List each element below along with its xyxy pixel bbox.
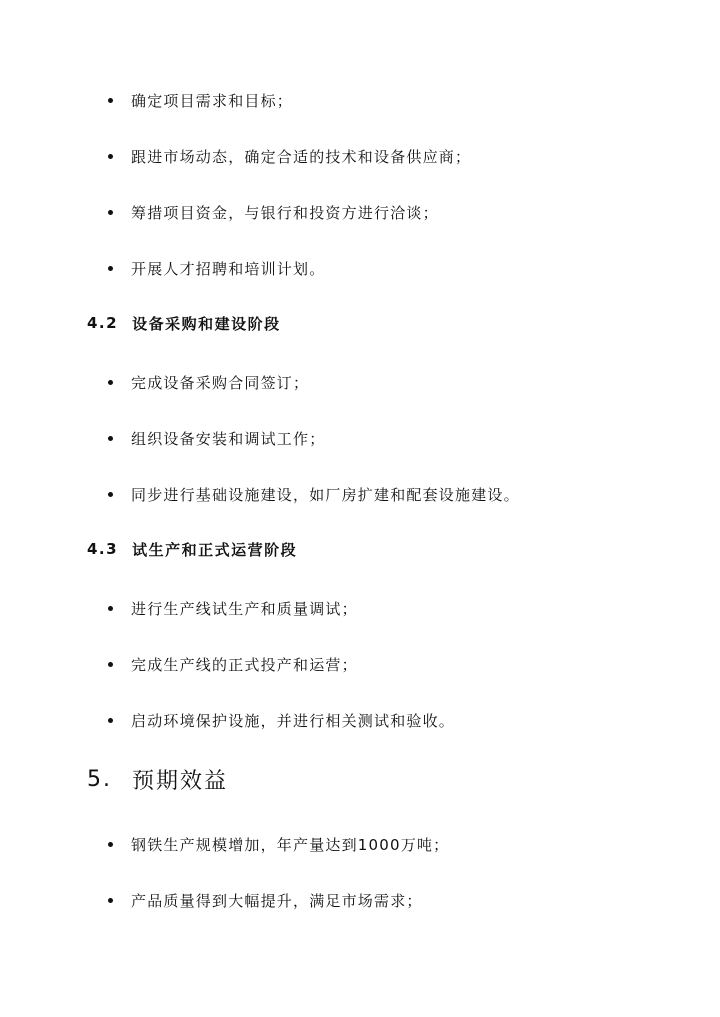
list-item-text: 完成生产线的正式投产和运营； (131, 655, 358, 674)
list-item-text: 跟进市场动态，确定合适的技术和设备供应商； (131, 147, 472, 166)
bullet-icon (108, 718, 113, 723)
list-item-text: 完成设备采购合同签订； (131, 373, 310, 392)
list-item (108, 370, 309, 394)
section-title: 设备采购和建设阶段 (132, 314, 281, 333)
bullet-icon (108, 436, 113, 441)
list-item (108, 708, 455, 732)
list-item (108, 888, 423, 912)
list-item (108, 832, 449, 856)
list-item (108, 652, 358, 676)
section-title: 预期效益 (132, 768, 229, 794)
bullet-icon (108, 492, 113, 497)
bullet-icon (108, 662, 113, 667)
bullet-icon (108, 210, 113, 215)
section-heading-4-3 (87, 537, 297, 561)
list-item-text: 产品质量得到大幅提升，满足市场需求； (131, 891, 423, 910)
section-heading-5 (87, 762, 228, 796)
list-item (108, 596, 358, 620)
list-item (108, 88, 293, 112)
list-item-text: 启动环境保护设施，并进行相关测试和验收。 (131, 711, 456, 730)
list-item-text: 确定项目需求和目标； (131, 91, 294, 110)
bullet-icon (108, 898, 113, 903)
list-item-text: 组织设备安装和调试工作； (131, 429, 326, 448)
bullet-icon (108, 380, 113, 385)
bullet-icon (108, 266, 113, 271)
list-item-text: 筹措项目资金，与银行和投资方进行洽谈； (131, 203, 439, 222)
section-number: 5. (87, 766, 112, 792)
list-item-text: 开展人才招聘和培训计划。 (131, 259, 326, 278)
bullet-icon (108, 842, 113, 847)
list-item (108, 200, 439, 224)
bullet-icon (108, 154, 113, 159)
list-item (108, 426, 325, 450)
section-heading-4-2 (87, 311, 281, 335)
list-item (108, 482, 520, 506)
list-item-text: 钢铁生产规模增加，年产量达到1000万吨； (131, 835, 450, 854)
list-item (108, 256, 325, 280)
section-number: 4.2 (87, 314, 119, 332)
section-title: 试生产和正式运营阶段 (132, 540, 298, 559)
bullet-icon (108, 606, 113, 611)
bullet-icon (108, 98, 113, 103)
list-item-text: 进行生产线试生产和质量调试； (131, 599, 358, 618)
list-item-text: 同步进行基础设施建设，如厂房扩建和配套设施建设。 (131, 485, 520, 504)
section-number: 4.3 (87, 540, 119, 558)
list-item (108, 144, 471, 168)
